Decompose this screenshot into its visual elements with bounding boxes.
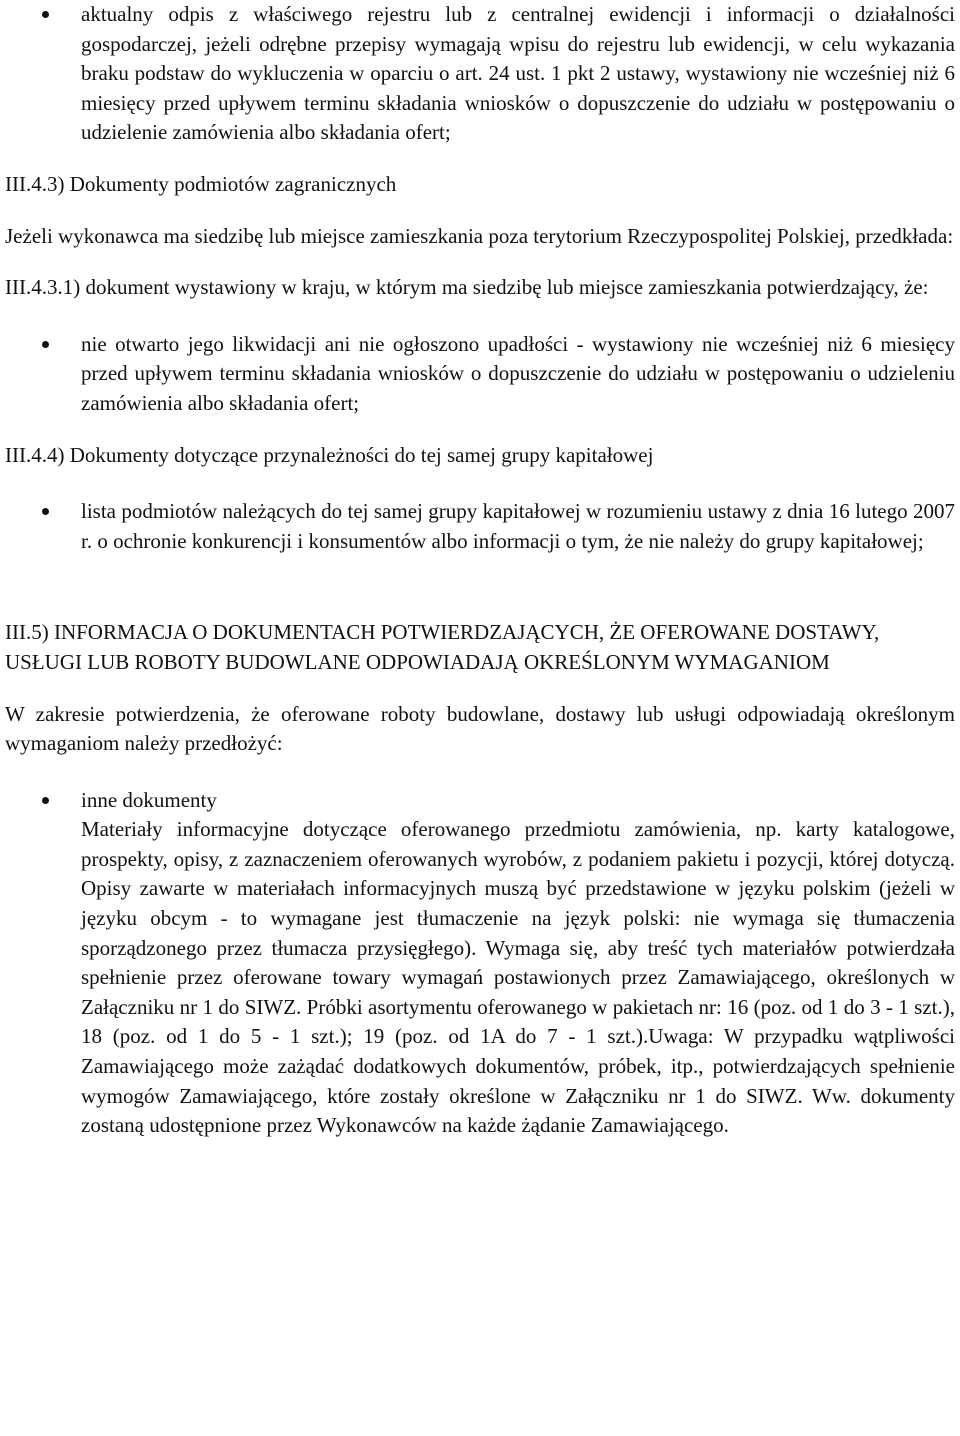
section-heading-III-4-3: III.4.3) Dokumenty podmiotów zagranicznych [5,171,397,196]
list-item-title: inne dokumenty [81,787,217,812]
list-item-text: lista podmiotów należących do tej samej grupy kapitałowej w rozumieniu ustawy z dnia 16 lutego 2007 r. o ochronie konkurencji i konsumentów albo informacji o tym, że nie należy do grupy kapitałowej; [81,499,955,553]
section-heading-III-4-4: III.4.4) Dokumenty dotyczące przynależności do tej samej grupy kapitałowej [5,442,654,467]
subsection-heading-III-4-3-1: III.4.3.1) dokument wystawiony w kraju, w którym ma siedzibę lub miejsce zamieszkania potwierdzający, że: [5,275,929,300]
section-intro-III-5: W zakresie potwierdzenia, że oferowane roboty budowlane, dostawy lub usługi odpowiadają określonym wymaganiom należy przedłożyć: [5,701,955,756]
list-item-inne-dokumenty [5,786,955,1141]
list-item-grupa-kapitalowa [5,497,955,556]
list-item-text: aktualny odpis z właściwego rejestru lub z centralnej ewidencji i informacji o działalności gospodarczej, jeżeli odrębne przepisy wymagają wpisu do rejestru lub ewidencji, w celu wykazania braku podstaw do wykluczenia w oparciu o art. 24 ust. 1 pkt 2 ustawy, wystawiony nie wcześniej niż 6 miesięcy przed upływem terminu składania wniosków o dopuszczenie do udziału w postępowaniu o udzielenie zamówienia albo składania ofert; [81,2,955,145]
section-intro-III-4-3: Jeżeli wykonawca ma siedzibę lub miejsce zamieszkania poza terytorium Rzeczypospolitej Polskiej, przedkłada: [5,223,954,248]
list-item-likwidacja [5,330,955,419]
list-item-text: Materiały informacyjne dotyczące oferowanego przedmiotu zamówienia, np. karty katalogowe, prospekty, opisy, z zaznaczeniem oferowanych wyrobów, z podaniem pakietu i pozycji, której dotyczą. Opisy zawarte w materiałach informacyjnych muszą być przedstawione w języku polskim (jeżeli w języku obcym - to wymagane jest tłumaczenie na język polski: nie wymaga się tłumaczenia sporządzonego przez tłumacza przysięgłego). Wymaga się, aby treść tych materiałów potwierdzała spełnienie przez oferowane towary wymagań postawionych przez Zamawiającego, określonych w Załączniku nr 1 do SIWZ. Próbki asortymentu oferowanego w pakietach nr: 16 (poz. od 1 do 3 - 1 szt.), 18 (poz. od 1 do 5 - 1 szt.); 19 (poz. od 1A do 7 - 1 szt.).Uwaga: W przypadku wątpliwości Zamawiającego może zażądać dodatkowych dokumentów, próbek, itp., potwierdzających spełnienie wymogów Zamawiającego, które zostały określone w Załączniku nr 1 do SIWZ. Ww. dokumenty zostaną udostępnione przez Wykonawców na każde żądanie Zamawiającego. [81,817,955,1138]
document-page [5,0,955,1141]
bullet-icon [42,508,49,515]
list-item-text: nie otwarto jego likwidacji ani nie ogłoszono upadłości - wystawiony nie wcześniej niż 6 miesięcy przed upływem terminu składania wniosków o dopuszczenie do udziału w postępowaniu o udzieleniu zamówienia albo składania ofert; [81,331,955,415]
bullet-icon [42,11,49,18]
bullet-icon [42,797,49,804]
list-item-aktualny-odpis [5,0,955,148]
bullet-icon [42,341,49,348]
section-heading-III-5: III.5) INFORMACJA O DOKUMENTACH POTWIERDZAJĄCYCH, ŻE OFEROWANE DOSTAWY, USŁUGI LUB ROBOTY BUDOWLANE ODPOWIADAJĄ OKREŚLONYM WYMAGANIOM [5,620,880,674]
